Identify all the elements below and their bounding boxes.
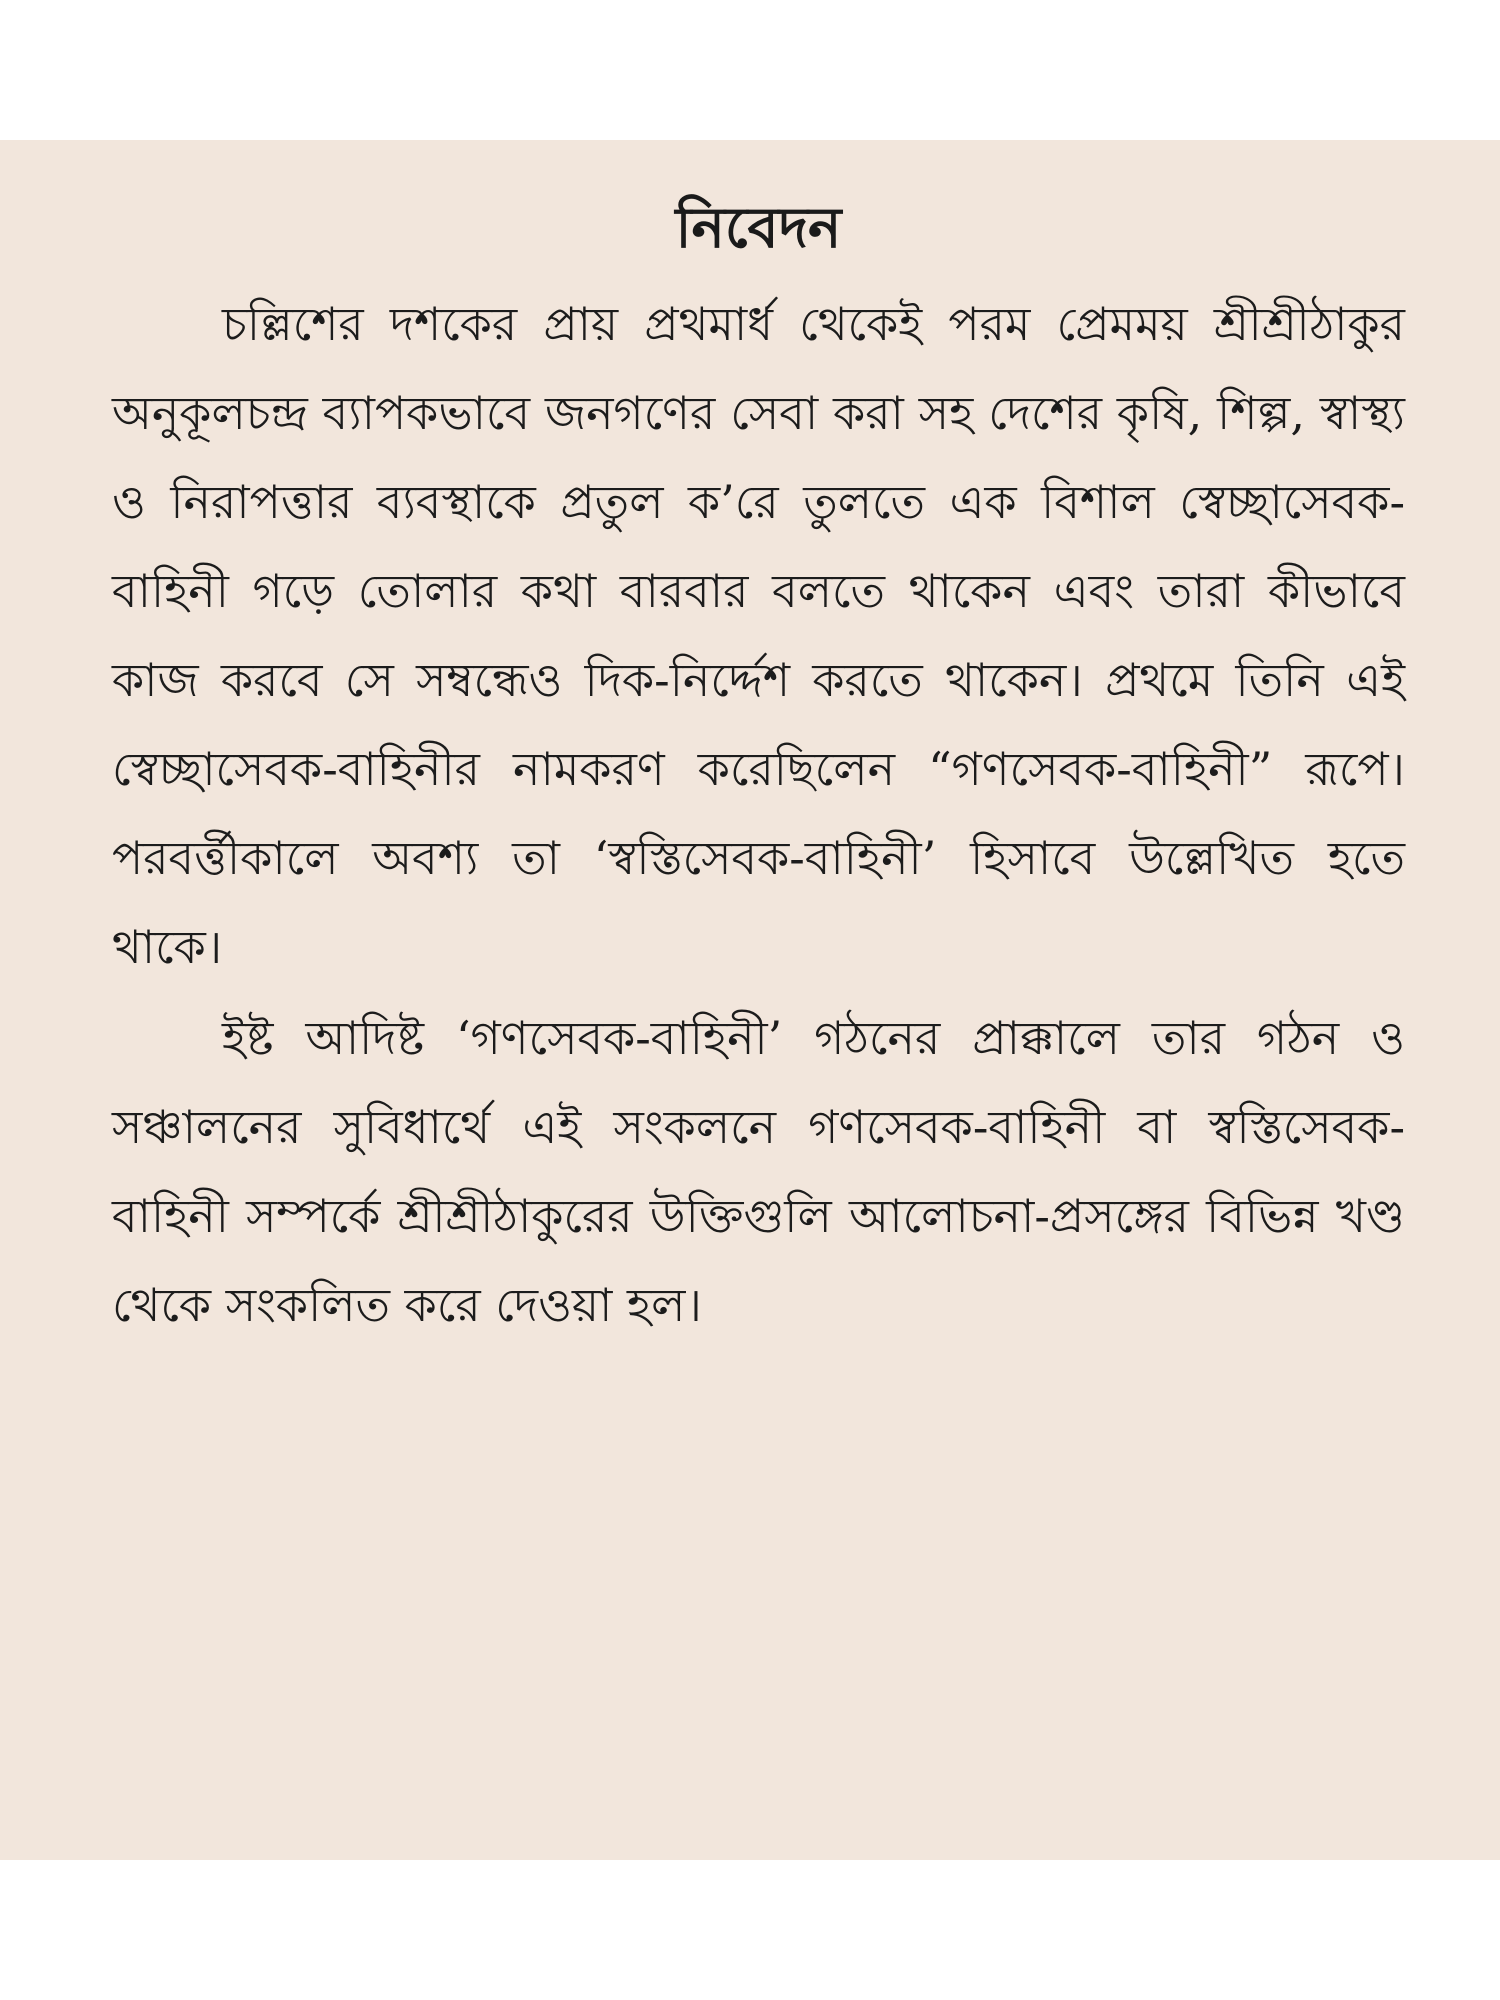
paragraph-1: চল্লিশের দশকের প্রায় প্রথমার্ধ থেকেই পরম প্রেমময় শ্রীশ্রীঠাকুর অনুকূলচন্দ্র ব্যাপকভাবে জনগণের সেবা করা সহ দেশের কৃষি, শিল্প, স্বাস্থ্য ও নিরাপত্তার ব্যবস্থাকে প্রতুল ক’রে তুলতে এক বিশাল স্বেচ্ছাসেবক-বাহিনী গড়ে তোলার কথা বারবার বলতে থাকেন এবং তারা কীভাবে কাজ করবে সে সম্বন্ধেও দিক-নির্দ্দেশ করতে থাকেন। প্রথমে তিনি এই স্বেচ্ছাসেবক-বাহিনীর নামকরণ করেছিলেন “গণসেবক-বাহিনী” রূপে। পরবর্ত্তীকালে অবশ্য তা ‘স্বস্তিসেবক-বাহিনী’ হিসাবে উল্লেখিত হতে থাকে। (112, 297, 1405, 974)
page-title: নিবেদন (675, 195, 842, 261)
scanned-page (0, 140, 1500, 1860)
paragraph-2: ইষ্ট আদিষ্ট ‘গণসেবক-বাহিনী’ গঠনের প্রাক্কালে তার গঠন ও সঞ্চালনের সুবিধার্থে এই সংকলনে গণসেবক-বাহিনী বা স্বস্তিসেবক-বাহিনী সম্পর্কে শ্রীশ্রীঠাকুরের উক্তিগুলি আলোচনা-প্রসঙ্গের বিভিন্ন খণ্ড থেকে সংকলিত করে দেওয়া হল। (112, 1011, 1405, 1332)
